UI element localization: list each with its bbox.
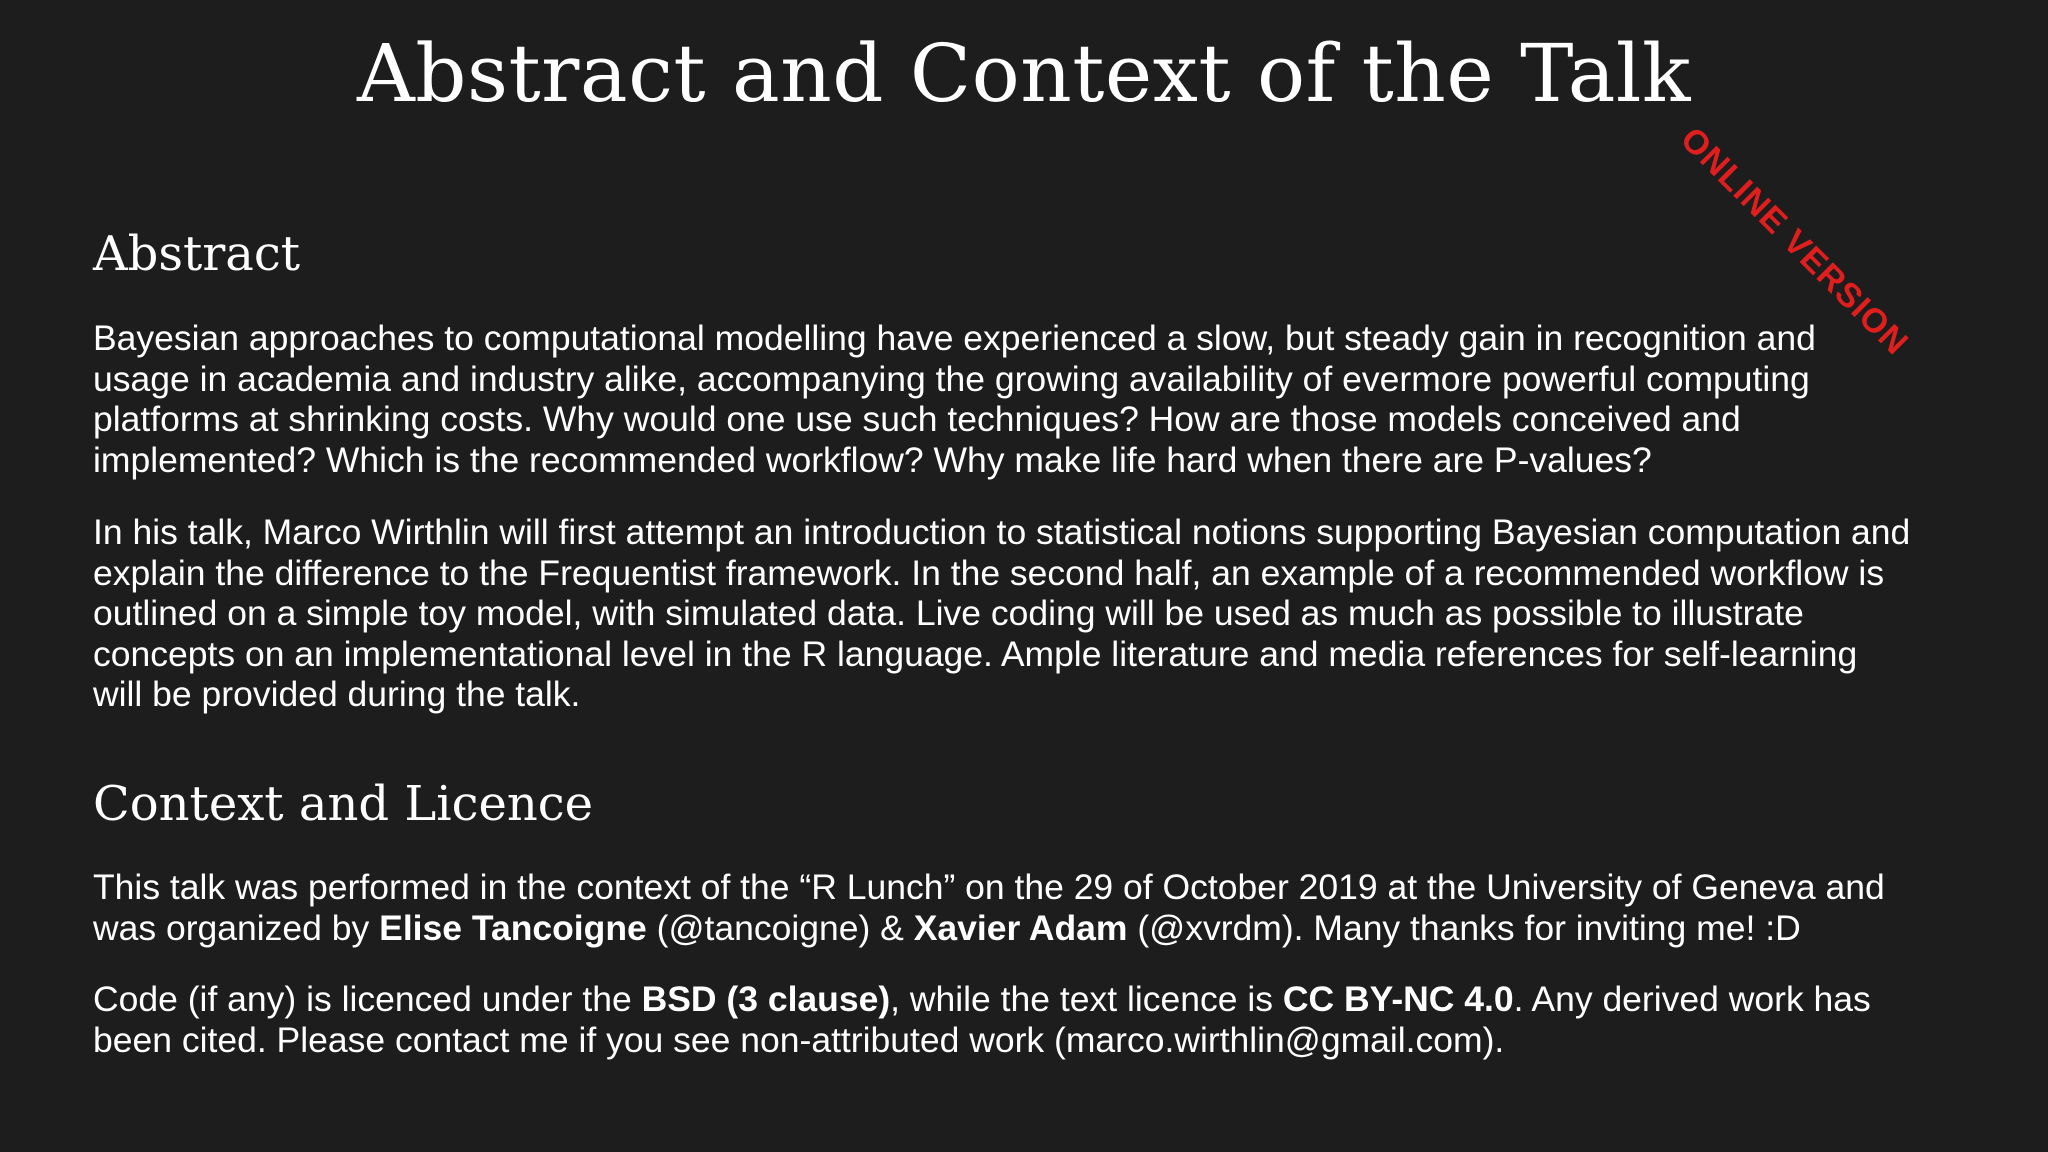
text-line: concepts on an implementational level in the R language. Ample literature and media references for self-learning (93, 633, 1858, 674)
text-line: platforms at shrinking costs. Why would one use such techniques? How are those models conceived and (93, 399, 1741, 439)
code-licence: BSD (3 clause) (641, 979, 891, 1019)
text-segment: , while the text licence is (890, 979, 1283, 1019)
abstract-paragraph-2 (93, 512, 1993, 715)
text-line: In his talk, Marco Wirthlin will first attempt an introduction to statistical notions supporting Bayesian computation and (93, 512, 1911, 552)
context-paragraph-1 (93, 867, 1993, 948)
text-licence: CC BY-NC 4.0 (1282, 979, 1514, 1019)
text-line: explain the difference to the Frequentist framework. In the second half, an example of a recommended workflow is (93, 552, 1885, 593)
text-line: This talk was performed in the context of the “R Lunch” on the 29 of October 2019 at the University of Geneva and (93, 867, 1885, 907)
context-paragraph-2 (93, 979, 1993, 1060)
text-line: outlined on a simple toy model, with simulated data. Live coding will be used as much as possible to illustrate (93, 593, 1804, 633)
text-segment: Code (if any) is licenced under the (93, 979, 642, 1019)
organizer-name: Elise Tancoigne (379, 907, 647, 948)
text-line (93, 979, 1993, 1020)
text-segment: (@tancoigne) & (646, 907, 914, 948)
text-line: usage in academia and industry alike, accompanying the growing availability of evermore powerful computing (93, 358, 1810, 399)
text-segment: . Any derived work has (1513, 979, 1871, 1019)
text-line: will be provided during the talk. (93, 674, 581, 714)
abstract-heading: Abstract (93, 226, 301, 282)
organizer-name: Xavier Adam (913, 907, 1128, 948)
text-line: implemented? Which is the recommended workflow? Why make life hard when there are P-values? (93, 439, 1652, 480)
text-segment: was organized by (93, 907, 380, 948)
context-heading: Context and Licence (93, 776, 594, 832)
text-line: Bayesian approaches to computational modelling have experienced a slow, but steady gain in recognition and (93, 318, 1816, 358)
online-version-stamp: ONLINE VERSION (1673, 120, 1916, 363)
abstract-paragraph-1 (93, 318, 1993, 480)
text-line: been cited. Please contact me if you see non-attributed work (marco.wirthlin@gmail.com). (93, 1019, 1505, 1060)
text-line (93, 908, 1993, 949)
text-segment: (@xvrdm). Many thanks for inviting me! :D (1127, 907, 1801, 948)
slide-title: Abstract and Context of the Talk (356, 27, 1691, 120)
